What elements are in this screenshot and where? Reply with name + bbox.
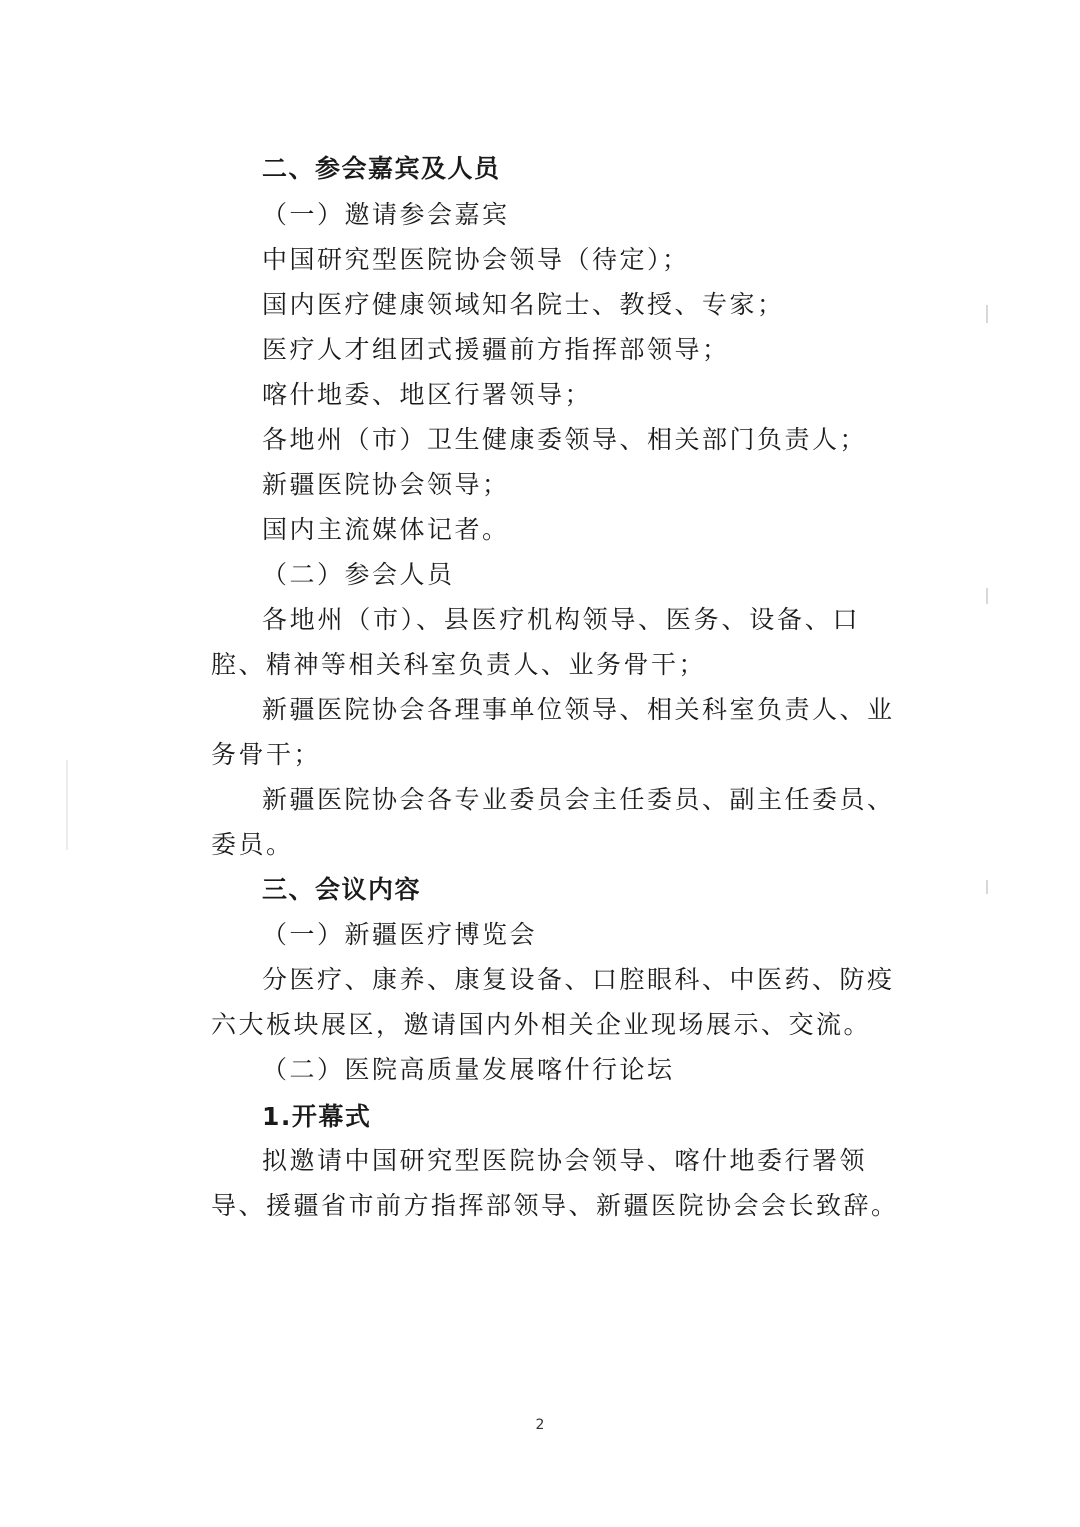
subheading-opening-ceremony: 1.开幕式 bbox=[262, 1102, 372, 1131]
subheading-medical-expo: （一）新疆医疗博览会 bbox=[262, 920, 538, 949]
guest-line: 医疗人才组团式援疆前方指挥部领导； bbox=[262, 335, 730, 364]
section-heading-guests-and-attendees: 二、参会嘉宾及人员 bbox=[262, 154, 501, 183]
section-heading-meeting-content: 三、会议内容 bbox=[262, 875, 422, 904]
guest-line: 国内医疗健康领域知名院士、教授、专家； bbox=[262, 290, 785, 319]
subheading-invited-guests: （一）邀请参会嘉宾 bbox=[262, 200, 510, 229]
expo-paragraph-line-2: 六大板块展区，邀请国内外相关企业现场展示、交流。 bbox=[211, 1010, 872, 1039]
scan-speck bbox=[66, 760, 68, 850]
subheading-attendees: （二）参会人员 bbox=[262, 560, 455, 589]
scan-speck bbox=[986, 880, 988, 894]
opening-paragraph-line-2: 导、援疆省市前方指挥部领导、新疆医院协会会长致辞。 bbox=[211, 1191, 899, 1220]
attendees-paragraph-3-line-2: 委员。 bbox=[211, 830, 294, 859]
attendees-paragraph-1-line-1: 各地州（市）、县医疗机构领导、医务、设备、口 bbox=[262, 605, 860, 634]
page-number: 2 bbox=[535, 1417, 545, 1433]
guest-line: 各地州（市）卫生健康委领导、相关部门负责人； bbox=[262, 425, 868, 454]
opening-paragraph-line-1: 拟邀请中国研究型医院协会领导、喀什地委行署领 bbox=[262, 1146, 868, 1175]
attendees-paragraph-3-line-1: 新疆医院协会各专业委员会主任委员、副主任委员、 bbox=[262, 785, 895, 814]
attendees-paragraph-2-line-1: 新疆医院协会各理事单位领导、相关科室负责人、业 bbox=[262, 695, 895, 724]
attendees-paragraph-1-line-2: 腔、精神等相关科室负责人、业务骨干； bbox=[211, 650, 707, 679]
scan-speck bbox=[986, 588, 988, 604]
scan-speck bbox=[986, 305, 988, 323]
guest-line: 国内主流媒体记者。 bbox=[262, 515, 510, 544]
attendees-paragraph-2-line-2: 务骨干； bbox=[211, 740, 322, 769]
guest-line: 新疆医院协会领导； bbox=[262, 470, 510, 499]
expo-paragraph-line-1: 分医疗、康养、康复设备、口腔眼科、中医药、防疫 bbox=[262, 965, 895, 994]
subheading-hospital-forum: （二）医院高质量发展喀什行论坛 bbox=[262, 1055, 675, 1084]
guest-line: 中国研究型医院协会领导（待定）； bbox=[262, 245, 690, 274]
guest-line: 喀什地委、地区行署领导； bbox=[262, 380, 593, 409]
